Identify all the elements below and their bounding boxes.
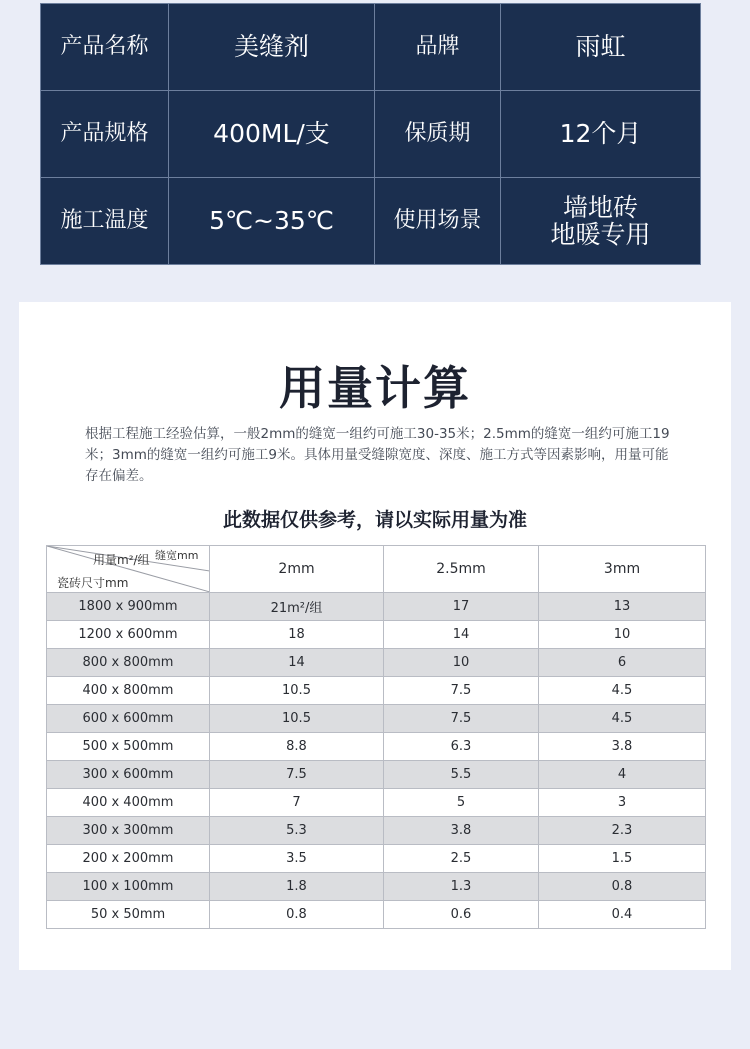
usage-cell: 10: [539, 621, 706, 649]
usage-cell: 0.8: [210, 901, 384, 929]
usage-cell: 4.5: [539, 677, 706, 705]
column-header: 3mm: [539, 546, 706, 593]
spec-value: 12个月: [501, 91, 701, 178]
table-row: [47, 873, 706, 901]
usage-cell: 0.6: [384, 901, 539, 929]
table-row: [47, 789, 706, 817]
spec-table: [40, 3, 701, 265]
usage-cell: 5.3: [210, 817, 384, 845]
spec-value: 美缝剂: [169, 4, 375, 91]
tile-size-cell: 300 x 600mm: [47, 761, 210, 789]
usage-cell: 5.5: [384, 761, 539, 789]
corner-size-label: 瓷砖尺寸mm: [57, 576, 129, 590]
spec-row: [41, 178, 701, 265]
table-row: [47, 649, 706, 677]
spec-value: 400ML/支: [169, 91, 375, 178]
column-header: 2.5mm: [384, 546, 539, 593]
table-row: [47, 845, 706, 873]
usage-cell: 7.5: [210, 761, 384, 789]
table-row: [47, 593, 706, 621]
usage-description: 根据工程施工经验估算，一般2mm的缝宽一组约可施工30-35米；2.5mm的缝宽一组约可施工19米；3mm的缝宽一组约可施工9米。具体用量受缝隙宽度、深度、施工方式等因素影响，用量可能存在偏差。: [85, 426, 670, 484]
spec-row: [41, 4, 701, 91]
tile-size-cell: 1800 x 900mm: [47, 593, 210, 621]
usage-cell: 21m²/组: [210, 593, 384, 621]
tile-size-cell: 800 x 800mm: [47, 649, 210, 677]
tile-size-cell: 1200 x 600mm: [47, 621, 210, 649]
usage-cell: 14: [384, 621, 539, 649]
tile-size-cell: 200 x 200mm: [47, 845, 210, 873]
spec-label: 产品规格: [41, 91, 169, 178]
spec-label: 施工温度: [41, 178, 169, 265]
table-row: [47, 901, 706, 929]
table-row: [47, 621, 706, 649]
usage-cell: 4.5: [539, 705, 706, 733]
usage-cell: 6: [539, 649, 706, 677]
usage-cell: 3: [539, 789, 706, 817]
tile-size-cell: 400 x 400mm: [47, 789, 210, 817]
spec-label: 品牌: [375, 4, 501, 91]
tile-size-cell: 600 x 600mm: [47, 705, 210, 733]
tile-size-cell: 300 x 300mm: [47, 817, 210, 845]
usage-cell: 17: [384, 593, 539, 621]
table-row: [47, 705, 706, 733]
spec-label: 保质期: [375, 91, 501, 178]
table-row: [47, 677, 706, 705]
usage-table: [46, 545, 706, 929]
tile-size-cell: 400 x 800mm: [47, 677, 210, 705]
usage-cell: 3.8: [384, 817, 539, 845]
usage-cell: 1.5: [539, 845, 706, 873]
usage-cell: 2.3: [539, 817, 706, 845]
corner-cell: [47, 546, 210, 593]
spec-value: 5℃~35℃: [169, 178, 375, 265]
usage-cell: 4: [539, 761, 706, 789]
usage-cell: 6.3: [384, 733, 539, 761]
table-row: [47, 733, 706, 761]
spec-row: [41, 91, 701, 178]
usage-cell: 2.5: [384, 845, 539, 873]
usage-header-row: [47, 546, 706, 593]
column-header: 2mm: [210, 546, 384, 593]
usage-cell: 1.8: [210, 873, 384, 901]
usage-cell: 3.8: [539, 733, 706, 761]
usage-cell: 3.5: [210, 845, 384, 873]
spec-value-line: 地暖专用: [550, 220, 651, 249]
usage-title: 用量计算: [279, 361, 471, 415]
table-row: [47, 761, 706, 789]
tile-size-cell: 500 x 500mm: [47, 733, 210, 761]
usage-cell: 7: [210, 789, 384, 817]
table-row: [47, 817, 706, 845]
spec-value-multiline: [501, 178, 701, 265]
tile-size-cell: 100 x 100mm: [47, 873, 210, 901]
corner-width-label: 缝宽mm: [155, 549, 199, 562]
spec-value: 雨虹: [501, 4, 701, 91]
usage-cell: 0.8: [539, 873, 706, 901]
usage-cell: 10: [384, 649, 539, 677]
usage-cell: 7.5: [384, 677, 539, 705]
usage-cell: 13: [539, 593, 706, 621]
spec-value-line: 墙地砖: [562, 192, 638, 222]
spec-label: 产品名称: [41, 4, 169, 91]
usage-cell: 10.5: [210, 677, 384, 705]
spec-label: 使用场景: [375, 178, 501, 265]
usage-cell: 5: [384, 789, 539, 817]
tile-size-cell: 50 x 50mm: [47, 901, 210, 929]
usage-cell: 0.4: [539, 901, 706, 929]
usage-cell: 18: [210, 621, 384, 649]
usage-cell: 10.5: [210, 705, 384, 733]
usage-cell: 8.8: [210, 733, 384, 761]
usage-card: [19, 302, 731, 970]
usage-cell: 1.3: [384, 873, 539, 901]
usage-cell: 14: [210, 649, 384, 677]
usage-cell: 7.5: [384, 705, 539, 733]
usage-subtitle: 此数据仅供参考，请以实际用量为准: [222, 509, 527, 531]
corner-usage-label: 用量m²/组: [93, 553, 150, 567]
